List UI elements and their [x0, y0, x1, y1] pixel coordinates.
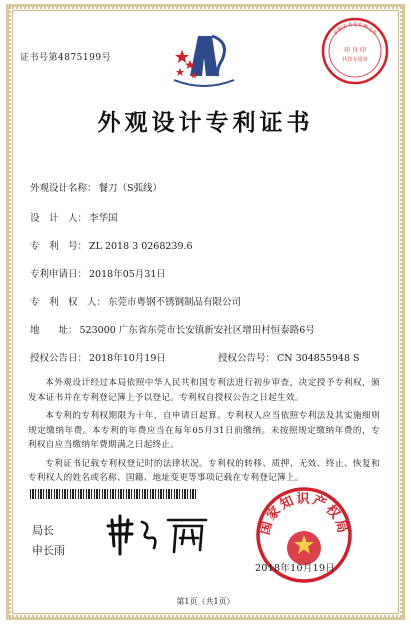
agency-stamp-arc-text: 专利证书及专利文件 [332, 22, 378, 37]
patentee-label: 专 利 权 人： [30, 297, 107, 308]
address-label: 地 址： [30, 325, 78, 336]
designer-value: 李华国 [89, 213, 118, 224]
grant-date-label: 授权公告日： [30, 353, 88, 364]
patent-number-row [30, 238, 193, 252]
address-value: 523000 广东省东莞市长安镇新安社区增田村恒泰路6号 [79, 325, 315, 336]
design-name-value: 餐刀（S弧线） [98, 183, 163, 194]
address-row [30, 322, 315, 336]
director-title-label: 局长 [32, 524, 54, 537]
design-name-row [30, 180, 162, 194]
patent-number-label: 专 利 号： [30, 241, 88, 252]
agency-stamp-line-2: 代印专用章 [342, 57, 368, 63]
certificate-title: 外观设计专利证书 [97, 110, 314, 136]
grant-number-label: 授权公告号： [218, 353, 276, 364]
body-paragraph-2: 本专利的专利权期限为十年，自申请日起算。专利权人应当依照专利法及其实施细则规定缴纳年费。本专利的年费应当在每年05月31日前缴纳。未按照规定缴纳年费的，专利权自应当缴纳年费期满之日起终止。 [28, 411, 380, 450]
filing-date-value: 2018年05月31日 [89, 269, 166, 280]
page-footer: 第1页（共1页） [176, 597, 235, 606]
svg-text:国家知识产权局 [257, 491, 351, 537]
barcode [30, 489, 198, 499]
body-paragraph-3: 专利证书记载专利权登记时的法律状况。专利权的转移、质押、无效、终止、恢复和专利权人的姓名或名称、国籍、地址变更等事项记载在专利登记簿上。 [28, 458, 380, 483]
designer-label: 设 计 人： [30, 213, 88, 224]
patentee-value: 东莞市粤钢不锈钢制品有限公司 [108, 297, 242, 308]
seal-date: 2018年10月19日 [255, 563, 336, 574]
director-name-label: 申长雨 [32, 544, 65, 557]
director-signature-icon [102, 512, 214, 558]
cnipa-logo-icon [168, 28, 240, 98]
grant-number-value: CN 304855948 S [277, 353, 360, 364]
agency-stamp-line-1: 印 良 印 [344, 47, 366, 54]
grant-number-row [218, 350, 360, 364]
official-seal-text: 国家知识产权局 [257, 492, 351, 537]
filing-date-row [30, 266, 166, 280]
filing-date-label: 专利申请日： [30, 269, 88, 280]
certificate-body [28, 376, 380, 490]
design-name-label: 外观设计名称： [30, 183, 97, 194]
grant-date-row [30, 350, 166, 364]
body-paragraph-1: 本外观设计经过本局依照中华人民共和国专利法进行初步审查，决定授予专利权，颁发本证书并在专利登记簿上予以登记。专利权自授权公告之日起生效。 [28, 378, 380, 403]
patent-number-value: ZL 2018 3 0268239.6 [89, 241, 193, 252]
agency-stamp-icon [320, 16, 390, 86]
grant-date-value: 2018年10月19日 [89, 353, 166, 364]
patentee-row [30, 294, 241, 308]
designer-row [30, 210, 118, 224]
certificate-number: 证书号第4875199号 [20, 53, 112, 63]
